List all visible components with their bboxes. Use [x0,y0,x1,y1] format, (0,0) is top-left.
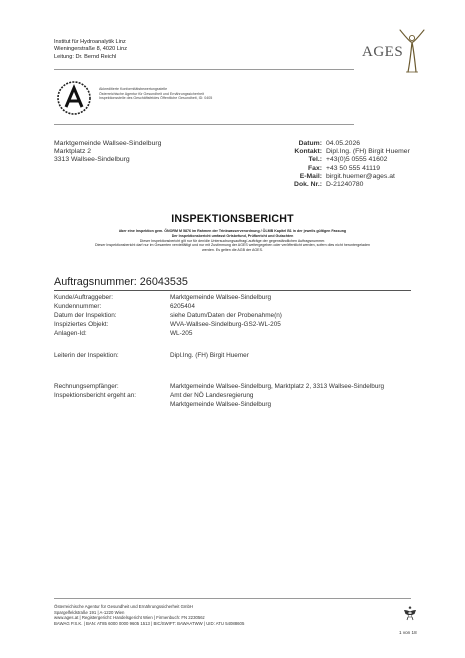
footer-line: www.ages.at | Registergericht: Handelsgericht Wien | Firmenbuch: FN 223056z [54,615,205,621]
footer-line: BAWAG P.S.K. | BAN: AT85 6000 0000 9605 1513 | BIC/SWIFT: BAWAATWW | UID: ATU 54088605 [54,620,245,626]
institute-address: Wieningerstraße 8, 4020 Linz [54,46,128,53]
intro-line: Dieser Inspektionsbericht darf nur im Gesamten vervielfältigt und nur mit Zustimmung der AGES weitergegeben oder veröffentlicht werden, sofern dies nicht heruntergeladen [95,243,370,248]
meta-row-fax: Fax: +43 50 555 41119 [308,164,380,172]
accreditation-line: Österreichische Agentur für Gesundheit und Ernährungssicherheit [99,91,204,96]
meta-block [268,140,448,189]
austrian-eagle-icon [402,604,418,622]
accreditation-text [99,87,212,101]
ages-logo-text: AGES [362,44,404,60]
intro-line: über eine Inspektion gem. ÖNORM M 5876 im Rahmen der Trinkwasserverordnung / ÖLMB Kapitel B1 in der jeweils gültigen Fassung [118,229,347,233]
footer-divider [54,598,411,599]
institute-block [54,39,127,61]
footer-company [54,604,244,626]
recipient-line: Marktgemeinde Wallsee-Sindelburg [54,140,162,147]
ages-logo [360,26,440,86]
meta-row-date: Datum: 04.05.2026 [298,140,361,147]
intro-line: Der Inspektionsbericht umfasst Ortsbefund, Prüfbericht und Gutachten [171,233,294,238]
accreditation-line: Inspektionsstelle des Geschäftsfeldes Öffentliche Gesundheit, ID: 0405 [99,96,213,101]
header-divider [54,69,354,70]
meta-row-email: E-Mail: birgit.huemer@ages.at [299,172,395,180]
accreditation-mark-icon [56,80,92,116]
intro-line: werden. Es gelten die AGB der AGES. [202,248,263,253]
footer-line: Spargelfeldstraße 191 | A-1220 Wien [54,609,125,615]
institute-leader: Leitung: Dr. Bernd Reichl [54,53,117,60]
email-link[interactable]: birgit.huemer@ages.at [326,172,395,180]
order-number-heading: Auftragsnummer: 26043535 [54,276,188,288]
meta-row-docnr: Dok. Nr.: D-21240780 [294,180,364,188]
page-number: 1 von 18 [399,630,417,635]
footer-line: Österreichische Agentur für Gesundheit und Ernährungssicherheit GmbH [54,604,194,609]
accreditation-line: Akkreditierte Konformitätsbewertungsstelle [99,87,168,91]
order-divider [54,290,411,291]
accreditation-divider [54,124,354,125]
report-intro [40,229,425,253]
recipient-line: Marktplatz 2 [54,148,92,156]
report-title: INSPEKTIONSBERICHT [171,213,294,225]
meta-row-contact: Kontakt: Dipl.Ing. (FH) Birgit Huemer [294,148,410,156]
intro-line: Dieser Inspektionsbericht gilt nur für den/die Untersuchungsauftrag/-aufträge der gegenständlichen Auftragsnummer. [139,238,326,243]
institute-name: Institut für Hydroanalytik Linz [54,39,126,45]
meta-row-phone: Tel.: +43(0)5 0555 41602 [308,156,388,164]
recipient-address [54,140,161,165]
recipient-line: 3313 Wallsee-Sindelburg [54,156,130,164]
